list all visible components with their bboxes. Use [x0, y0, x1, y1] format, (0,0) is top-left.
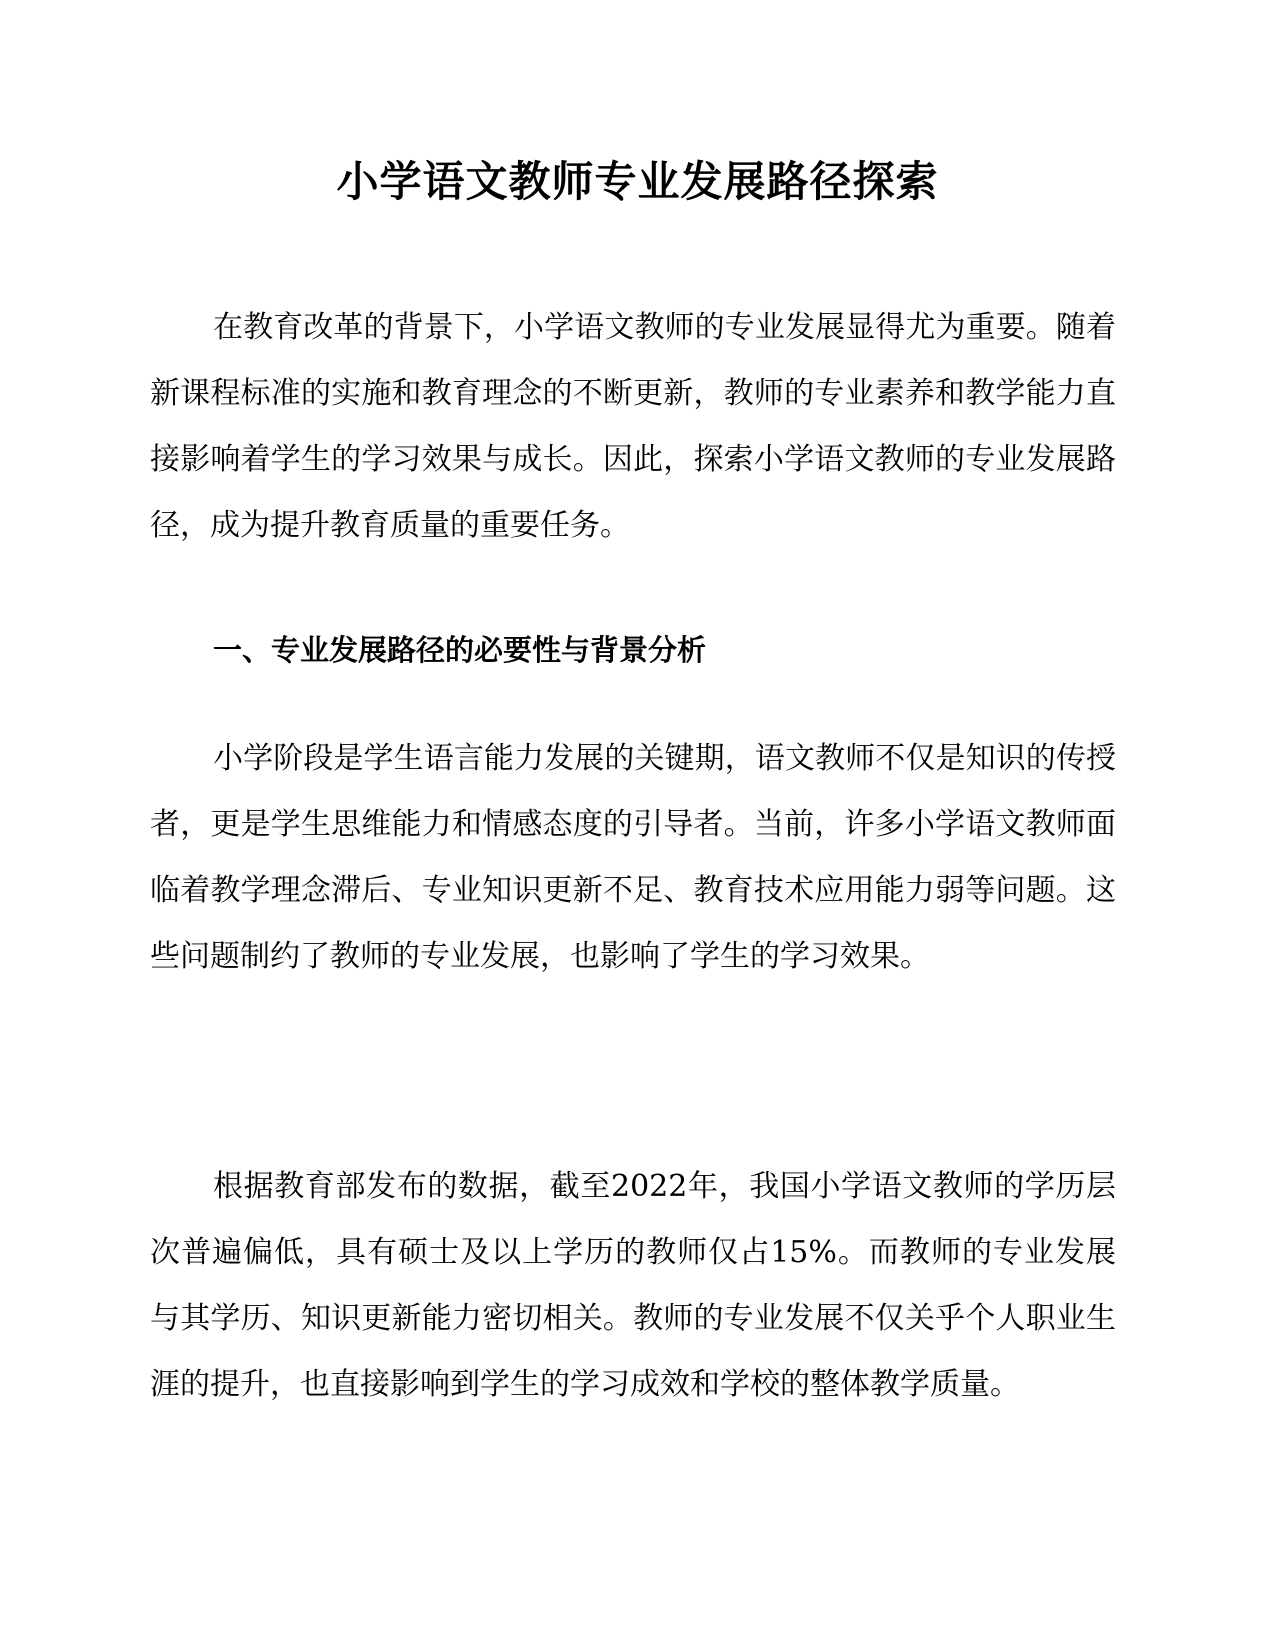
document-title: 小学语文教师专业发展路径探索 — [336, 157, 939, 206]
intro-paragraph: 在教育改革的背景下，小学语文教师的专业发展显得尤为重要。随着新课程标准的实施和教育理念的不断更新，教师的专业素养和教学能力直接影响着学生的学习效果与成长。因此，探索小学语文教师的专业发展路径，成为提升教育质量的重要任务。 — [150, 310, 1116, 543]
section-paragraph-2: 根据教育部发布的数据，截至2022年，我国小学语文教师的学历层次普遍偏低，具有硕士及以上学历的教师仅占15%。而教师的专业发展与其学历、知识更新能力密切相关。教师的专业发展不仅关乎个人职业生涯的提升，也直接影响到学生的学习成效和学校的整体教学质量。 — [150, 1169, 1116, 1402]
section-paragraph-1: 小学阶段是学生语言能力发展的关键期，语文教师不仅是知识的传授者，更是学生思维能力和情感态度的引导者。当前，许多小学语文教师面临着教学理念滞后、专业知识更新不足、教育技术应用能力弱等问题。这些问题制约了教师的专业发展，也影响了学生的学习效果。 — [150, 741, 1116, 974]
section-heading: 一、专业发展路径的必要性与背景分析 — [213, 633, 707, 667]
